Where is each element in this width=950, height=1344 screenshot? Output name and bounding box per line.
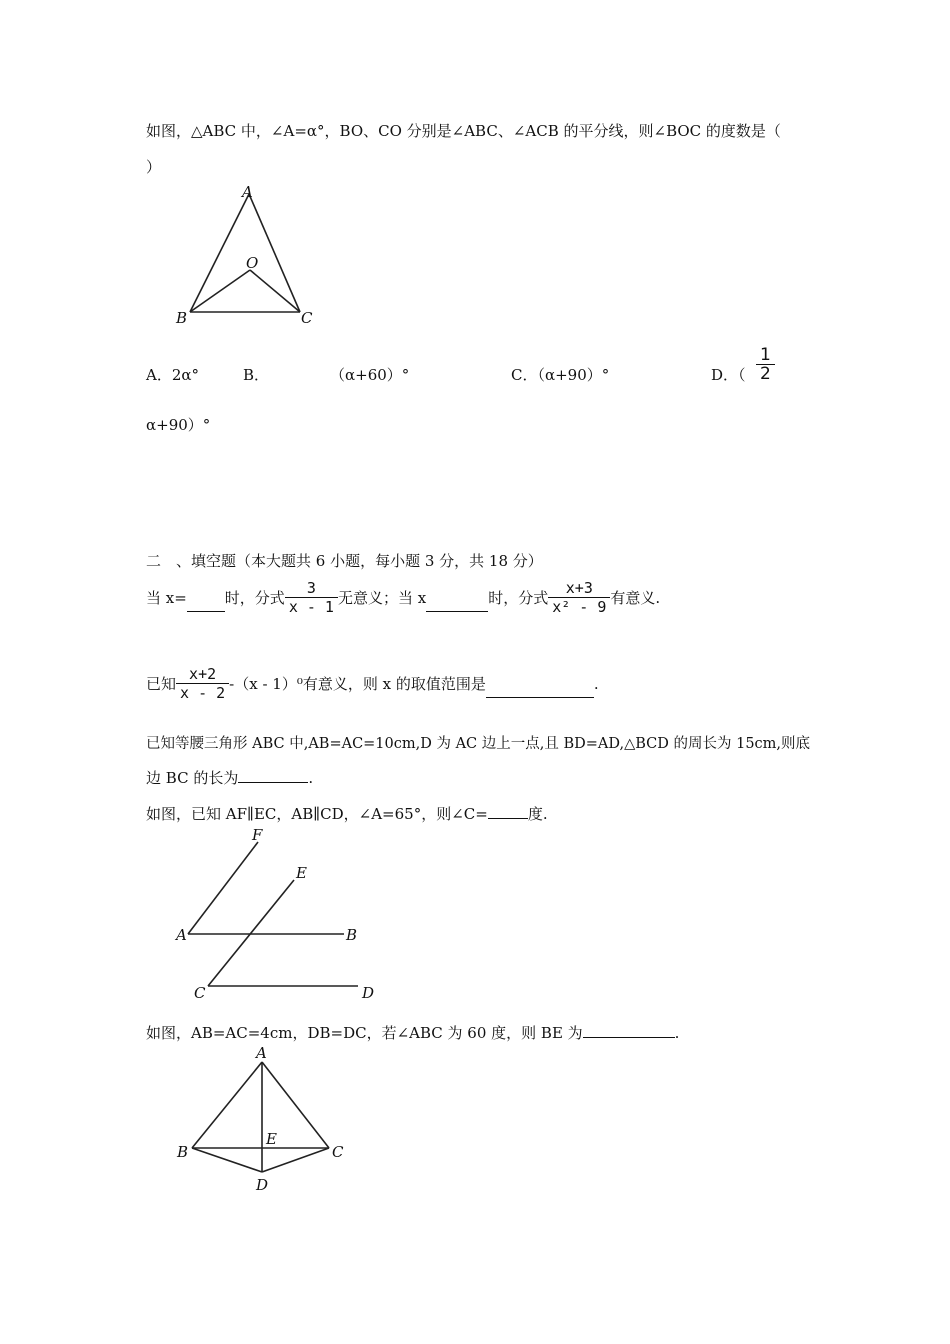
label-a: A (256, 1044, 267, 1062)
q1-option-c: C．（α+90）° (511, 366, 610, 384)
q3-frac-den: x - 2 (180, 684, 226, 702)
q3-line (146, 665, 599, 702)
q2-frac1-den: x - 1 (288, 598, 334, 616)
q3-p2: -（x - 1）⁰有意义，则 x 的取值范围是 (229, 675, 486, 693)
q1-stem-text: 如图，△ABC 中，∠A=α°，BO、CO 分别是∠ABC、∠ACB 的平分线，则∠BOC 的度数是（ (146, 122, 781, 140)
section2-title: 二 、填空题（本大题共 6 小题，每小题 3 分，共 18 分） (146, 552, 543, 570)
q6-line (146, 1022, 679, 1043)
label-d: D (256, 1176, 269, 1194)
q2-fraction-2 (548, 579, 610, 616)
label-c: C (301, 309, 313, 327)
q4-end: . (308, 769, 314, 787)
label-a: A (242, 183, 253, 201)
label-d: D (362, 984, 375, 1002)
q2-line (146, 579, 660, 616)
label-b: B (176, 309, 188, 327)
q1-triangle-figure (170, 180, 320, 330)
q1-d-den: 2 (760, 364, 771, 384)
q1-stem (146, 120, 781, 141)
q4-line2-text: 边 BC 的长为 (146, 769, 239, 787)
q6-p1: 如图，AB=AC=4cm，DB=DC，若∠ABC 为 60 度，则 BE 为 (146, 1024, 583, 1042)
q4-line1: 已知等腰三角形 ABC 中,AB=AC=10cm,D 为 AC 边上一点,且 BD=AD,△BCD 的周长为 15cm,则底 (146, 736, 811, 752)
q2-frac1-num: 3 (285, 579, 338, 598)
label-a: A (176, 926, 187, 944)
label-c: C (332, 1143, 344, 1161)
label-f: F (252, 826, 263, 844)
q5-p2: 度. (527, 805, 548, 823)
q3-fraction (176, 665, 229, 702)
q1-option-d-cont: α+90）° (146, 416, 211, 434)
q3-p3: . (593, 674, 599, 693)
q1-option-d-fraction (756, 346, 775, 383)
label-o: O (246, 254, 259, 272)
q3-blank[interactable] (486, 683, 594, 698)
q6-blank[interactable] (583, 1023, 675, 1038)
q5-line (146, 803, 548, 824)
q2-frac2-den: x² - 9 (552, 598, 607, 616)
q2-p5: 有意义. (610, 589, 661, 607)
q1-option-b-label: B． (243, 366, 270, 384)
q2-p3: 无意义；当 x (337, 589, 427, 607)
q4-blank[interactable] (238, 768, 308, 783)
q3-p1: 已知 (146, 675, 177, 693)
q1-d-num: 1 (756, 346, 775, 365)
label-c: C (194, 984, 206, 1002)
q1-stem-close: ） (146, 158, 162, 176)
label-b: B (177, 1143, 189, 1161)
label-e: E (296, 864, 307, 882)
q6-kite-figure (172, 1044, 352, 1194)
q5-blank[interactable] (488, 804, 528, 819)
q2-fraction-1 (285, 579, 338, 616)
q2-p4: 时，分式 (488, 589, 549, 607)
q1-option-b-text: （α+60）° (330, 366, 410, 384)
q4-line2 (146, 767, 313, 788)
label-e: E (266, 1130, 277, 1148)
q1-option-a: A．2α° (146, 366, 200, 384)
q5-parallel-lines-figure (172, 826, 382, 1006)
q6-p2: . (674, 1024, 680, 1042)
q2-frac2-num: x+3 (548, 579, 610, 598)
q2-blank-1[interactable] (187, 597, 225, 612)
q2-p2: 时，分式 (224, 589, 285, 607)
label-b: B (346, 926, 358, 944)
q3-frac-num: x+2 (176, 665, 229, 684)
q2-p1: 当 x= (146, 589, 187, 607)
q2-blank-2[interactable] (426, 597, 488, 612)
q5-p1: 如图，已知 AF∥EC，AB∥CD，∠A=65°，则∠C= (146, 805, 488, 823)
q1-option-d-label: D．（ (711, 366, 746, 384)
